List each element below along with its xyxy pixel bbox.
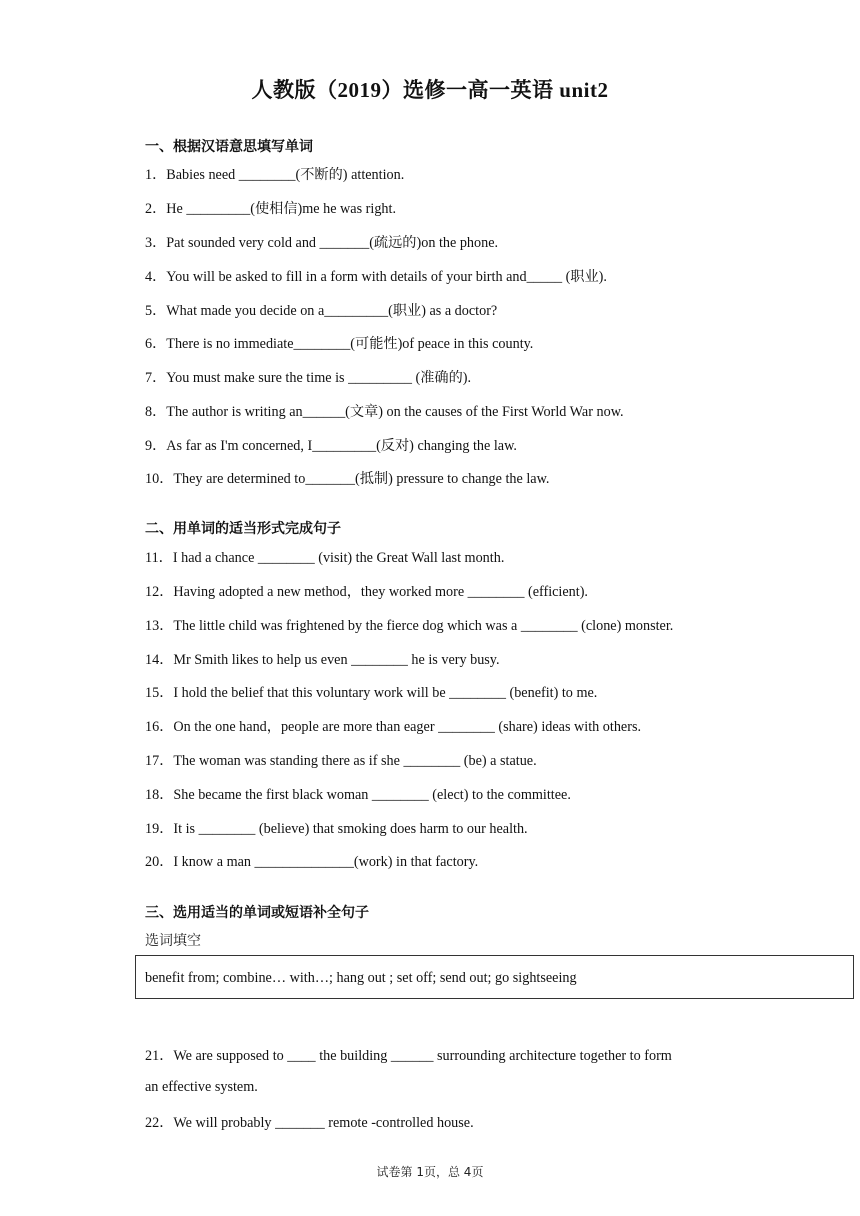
section-heading-2: 二、用单词的适当形式完成句子: [145, 521, 341, 537]
question-14: 14．Mr Smith likes to help us even ________ he is very busy.: [145, 652, 500, 668]
section-heading-3: 三、选用适当的单词或短语补全句子: [145, 905, 369, 921]
section-heading-1: 一、根据汉语意思填写单词: [145, 139, 313, 155]
question-6: 6．There is no immediate________(可能性)of peace in this county.: [145, 336, 534, 352]
question-8: 8．The author is writing an______(文章) on the causes of the First World War now.: [145, 404, 624, 420]
question-10: 10．They are determined to_______(抵制) pressure to change the law.: [145, 471, 550, 487]
question-1: 1．Babies need ________(不断的) attention.: [145, 167, 405, 183]
word-bank-text: benefit from; combine… with…; hang out ; set off; send out; go sightseeing: [145, 970, 577, 986]
question-22: 22．We will probably _______ remote -controlled house.: [145, 1115, 474, 1131]
question-21-continued: an effective system.: [145, 1079, 258, 1095]
question-16: 16．On the one hand，people are more than eager ________ (share) ideas with others.: [145, 719, 642, 735]
word-bank-box: [135, 955, 854, 999]
question-3: 3．Pat sounded very cold and _______(疏远的)on the phone.: [145, 235, 499, 251]
page-title: 人教版（2019）选修一高一英语 unit2: [251, 78, 609, 102]
section-subheading: 选词填空: [145, 933, 201, 949]
page-footer: 试卷第 1页，总 4页: [376, 1165, 484, 1179]
question-13: 13．The little child was frightened by the fierce dog which was a ________ (clone) monster.: [145, 618, 674, 634]
question-9: 9．As far as I'm concerned, I_________(反对) changing the law.: [145, 438, 517, 454]
question-18: 18．She became the first black woman ________ (elect) to the committee.: [145, 787, 571, 803]
question-2: 2．He _________(使相信)me he was right.: [145, 201, 396, 217]
question-20: 20．I know a man ______________(work) in that factory.: [145, 854, 479, 870]
question-11: 11．I had a chance ________ (visit) the Great Wall last month.: [145, 550, 505, 566]
question-19: 19．It is ________ (believe) that smoking does harm to our health.: [145, 821, 528, 837]
question-17: 17．The woman was standing there as if she ________ (be) a statue.: [145, 753, 537, 769]
question-12: 12．Having adopted a new method，they worked more ________ (efficient).: [145, 584, 588, 600]
question-4: 4．You will be asked to fill in a form with details of your birth and_____ (职业).: [145, 269, 607, 285]
question-7: 7．You must make sure the time is _________ (准确的).: [145, 370, 472, 386]
question-5: 5．What made you decide on a_________(职业) as a doctor?: [145, 303, 498, 319]
question-15: 15．I hold the belief that this voluntary work will be ________ (benefit) to me.: [145, 685, 598, 701]
question-21: 21．We are supposed to ____ the building ______ surrounding architecture together to form: [145, 1048, 672, 1064]
